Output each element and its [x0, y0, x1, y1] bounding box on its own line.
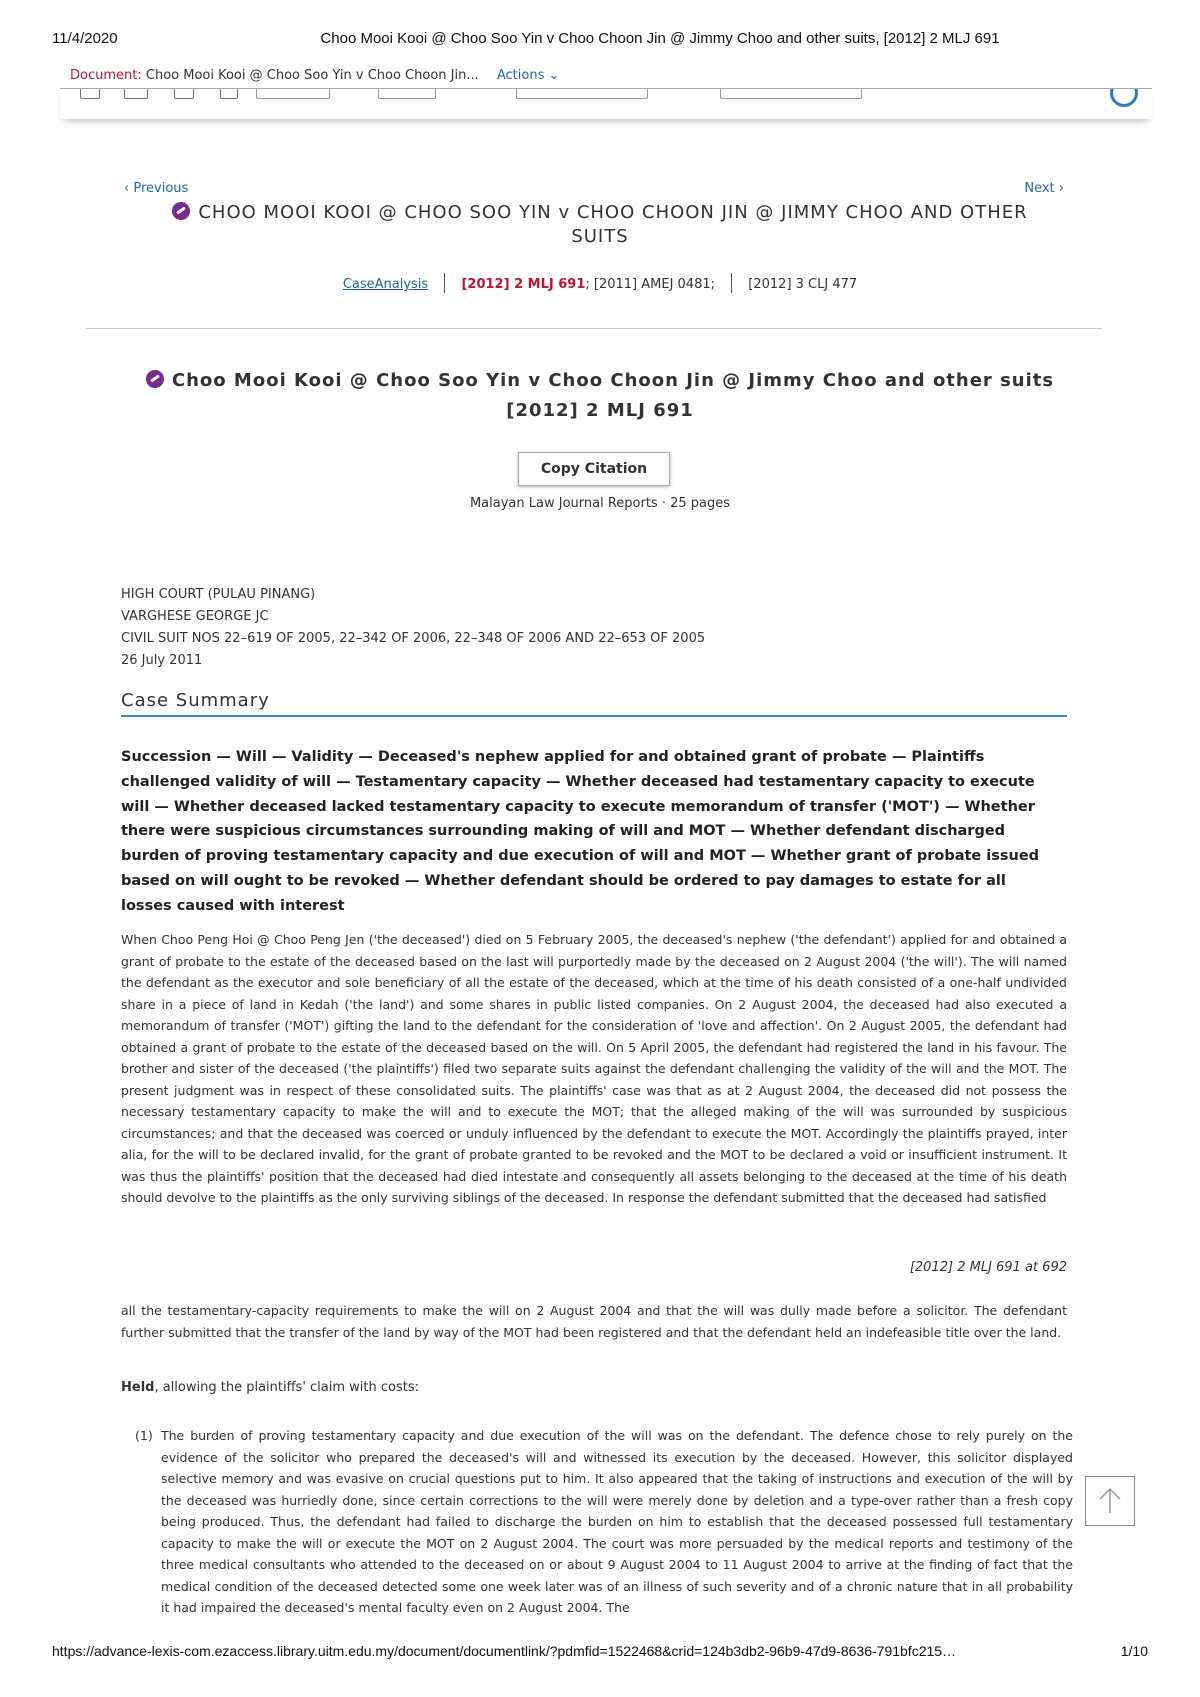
chevron-left-icon: ‹ [124, 181, 130, 196]
pin-citation: [2012] 2 MLJ 691 at 692 [909, 1260, 1067, 1275]
divider [444, 273, 445, 293]
document-title [120, 366, 1080, 426]
summary-paragraph: all the testamentary-capacity requirements to make the will on 2 August 2004 and that the will was dully made before a solicitor. The defendant further submitted that the transfer of the land by way of the MOT had been registered and that the defendant held an indefeasible title over the land. [121, 1303, 1067, 1340]
download-icon[interactable] [174, 88, 194, 99]
catchwords: Succession — Will — Validity — Deceased's nephew applied for and obtained grant of probate — Plaintiffs challenged validity of will — Testamentary capacity — Whether deceased had testamentary capacity to execute will — Whether deceased lacked testamentary capacity to execute memorandum of transfer ('MOT') — Whether there were suspicious circumstances surrounding making of will and MOT — Whether defendant discharged burden of proving testamentary capacity and due execution of will and MOT — Whether grant of probate issued based on will ought to be revoked — Whether defendant should be ordered to pay damages to estate for all losses caused with interest [121, 749, 1040, 914]
next-link[interactable] [1024, 181, 1064, 196]
case-analysis-link[interactable]: CaseAnalysis [342, 277, 429, 292]
terms-select[interactable] [516, 88, 648, 99]
search-document-input[interactable] [720, 88, 862, 99]
source-line: Malayan Law Journal Reports · 25 pages [469, 496, 731, 511]
case-summary-heading: Case Summary [121, 690, 1067, 717]
third-citation: [2012] 3 CLJ 477 [748, 277, 858, 292]
held-label: Held [121, 1380, 155, 1395]
document-name[interactable]: Choo Mooi Kooi @ Choo Soo Yin v Choo Choon Jin... [145, 68, 479, 83]
print-date: 11/4/2020 [52, 30, 118, 47]
judgment-date: 26 July 2011 [121, 653, 203, 668]
held-item-number: (1) [135, 1428, 153, 1443]
held-text: , allowing the plaintiffs' claim with costs: [154, 1380, 420, 1395]
held-item-text: The burden of proving testamentary capacity and due execution of the will was on the defendant. The defence chose to rely purely on the evidence of the solicitor who prepared the deceased's will and witnessed its execution by the deceased. However, this solicitor displayed selective memory and was evasive on crucial questions put to him. It also appeared that the taking of instructions and execution of the will by the deceased was hurriedly done, since certain corrections to the will were merely done by deletion and a type-over rather than a fresh copy being produced. Thus, the defendant had failed to discharge the burden on him to establish that the deceased possessed full testamentary capacity to make the will or execute the MOT on 2 August 2004. The court was more persuaded by the medical reports and testimony of the three medical consultants who attended to the deceased on or about 9 August 2004 to 11 August 2004 to arrive at the finding of fact that the medical condition of the deceased detected some one week later was of an illness of such severity and of a chronic nature that in all probability it had impaired the deceased's mental faculty even on 2 August 2004. The [161, 1428, 1073, 1615]
chevron-right-icon: › [1058, 181, 1064, 196]
previous-label: Previous [133, 181, 189, 196]
secondary-citation: ; [2011] AMEJ 0481; [585, 277, 716, 292]
document-toolbar [60, 88, 1152, 119]
print-url: https://advance-lexis-com.ezaccess.library.uitm.edu.my/document/documentlink/?pdmfid=1522468&crid=124b3db2-96b9-47d9-8636-791bfc215… [52, 1643, 957, 1659]
print-title: Choo Mooi Kooi @ Choo Soo Yin v Choo Choon Jin @ Jimmy Choo and other suits, [2012] 2 MLJ 691 [320, 30, 1000, 47]
help-icon[interactable] [1110, 88, 1138, 107]
email-icon[interactable] [124, 88, 148, 99]
court-name: HIGH COURT (PULAU PINANG) [121, 587, 316, 602]
arrow-up-icon [1086, 1477, 1134, 1525]
held-item [135, 1425, 1073, 1619]
case-heading-text: CHOO MOOI KOOI @ CHOO SOO YIN v CHOO CHOON JIN @ JIMMY CHOO AND OTHER SUITS [198, 202, 1028, 247]
lexis-brand-icon [172, 202, 190, 220]
back-to-top-button[interactable] [1085, 1476, 1135, 1526]
previous-link[interactable] [124, 181, 188, 196]
print-footer [52, 1643, 1148, 1663]
judge-name: VARGHESE GEORGE JC [121, 609, 269, 624]
suit-numbers: CIVIL SUIT NOS 22–619 OF 2005, 22–342 OF 2006, 22–348 OF 2006 AND 22–653 OF 2005 [121, 631, 706, 646]
zoom-select[interactable] [256, 88, 330, 99]
court-details [121, 584, 705, 672]
divider [731, 273, 732, 293]
summary-paragraph: When Choo Peng Hoi @ Choo Peng Jen ('the deceased') died on 5 February 2005, the deceased's nephew ('the defendant') applied for and obtained a grant of probate to the estate of the deceased based on the last will purportedly made by the deceased on 2 August 2004 ('the will'). The will named the defendant as the executor and sole beneficiary of all the estate of the deceased, which at the time of his death consisted of a one-half undivided share in a piece of land in Kedah ('the land') and some shares in public listed companies. On 2 August 2004, the deceased had also executed a memorandum of transfer ('MOT') gifting the land to the defendant for the consideration of 'love and affection'. On 2 August 2005, the defendant had obtained a grant of probate to the estate of the deceased based on the will. On 5 April 2005, the defendant had registered the land in his favour. The brother and sister of the deceased ('the plaintiffs') filed two separate suits against the defendant challenging the validity of the will and the MOT. The present judgment was in respect of these consolidated suits. The plaintiffs' case was that as at 2 August 2004, the deceased did not possess the necessary testamentary capacity to make the will and to execute the MOT; that the alleged making of the will was surrounded by suspicious circumstances; and that the deceased was coerced or unduly influenced by the defendant to execute the MOT. Accordingly the plaintiffs prayed, inter alia, for the will to be declared invalid, for the grant of probate granted to be revoked and the MOT to be declared a void or insufficient instrument. It was thus the plaintiffs' position that the deceased had died intestate and consequently all assets belonging to the deceased at the time of his death should devolve to the plaintiffs as the only surviving siblings of the deceased. In response the defendant submitted that the deceased had satisfied [121, 932, 1067, 1205]
document-bar [70, 68, 559, 83]
actions-label: Actions [496, 68, 545, 83]
print-icon[interactable] [80, 88, 100, 99]
citation-bar [0, 273, 1200, 293]
next-label: Next [1024, 181, 1055, 196]
copy-citation-button[interactable]: Copy Citation [518, 452, 670, 486]
print-page-number: 1/10 [1120, 1643, 1148, 1659]
lexis-brand-icon [146, 370, 164, 388]
case-heading [150, 201, 1050, 249]
print-header [52, 30, 1148, 50]
save-icon[interactable] [220, 88, 238, 99]
primary-citation: [2012] 2 MLJ 691 [461, 277, 586, 292]
chevron-down-icon: ⌄ [548, 68, 560, 83]
document-label: Document: [70, 68, 142, 83]
held-line [121, 1380, 419, 1395]
actions-menu[interactable] [497, 68, 560, 83]
document-title-text: Choo Mooi Kooi @ Choo Soo Yin v Choo Choon Jin @ Jimmy Choo and other suits [2012] 2 MLJ 691 [171, 370, 1055, 421]
page-input[interactable] [378, 88, 436, 99]
divider [86, 328, 1102, 329]
